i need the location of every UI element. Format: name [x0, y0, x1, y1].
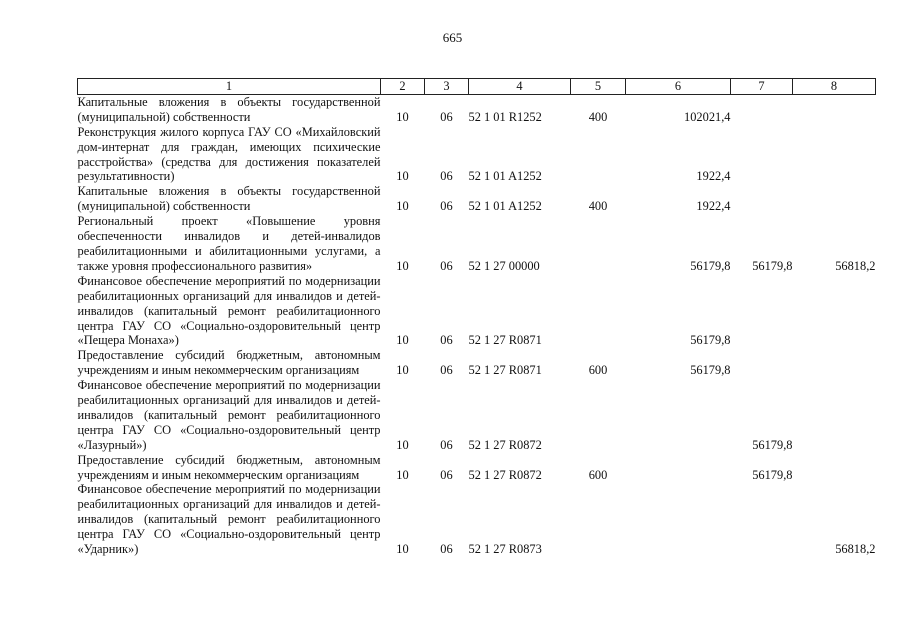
column-header: 4 [469, 79, 571, 95]
row-description: Реконструкция жилого корпуса ГАУ СО «Михайловский дом-интернат для граждан, имеющих психические расстройства» (средства для достижения показателей результативности) [77, 124, 381, 184]
column-header: 6 [626, 79, 731, 95]
column-header: 8 [793, 79, 876, 95]
section-code: 10 [396, 109, 409, 124]
expense-type-code [571, 125, 626, 185]
amount-col6 [626, 482, 731, 557]
row-description: Предоставление субсидий бюджетным, автономным учреждениям и иным некоммерческим организациям [77, 348, 381, 378]
amount-col8 [793, 125, 876, 185]
section-code: 10 [396, 363, 409, 378]
amount-col8 [793, 94, 876, 124]
section-code: 10 [396, 542, 409, 557]
amount-col8 [793, 453, 876, 483]
amount-col6: 56179,8 [690, 363, 731, 378]
page-number: 665 [442, 30, 463, 45]
table-row [78, 453, 876, 483]
amount-col7 [731, 482, 793, 557]
expense-type-code [571, 482, 626, 557]
amount-col8: 56818,2 [835, 542, 876, 557]
amount-col8 [793, 184, 876, 214]
column-header: 2 [381, 79, 425, 95]
target-article-code: 52 1 01 R1252 [468, 109, 542, 124]
amount-col7 [731, 274, 793, 349]
target-article-code: 52 1 27 R0873 [468, 542, 542, 557]
table-row [78, 274, 876, 349]
column-header: 7 [731, 79, 793, 95]
amount-col7: 56179,8 [752, 467, 793, 482]
target-article-code: 52 1 27 R0871 [468, 333, 542, 348]
row-description: Финансовое обеспечение мероприятий по модернизации реабилитационных организаций для инвалидов и детей-инвалидов (капитальный ремонт реабилитационного центра ГАУ СО «Социально-оздоровительный центр «Пещера Монаха») [77, 273, 381, 348]
amount-col8 [793, 348, 876, 378]
amount-col7: 56179,8 [752, 258, 793, 273]
table-row [78, 378, 876, 453]
target-article-code: 52 1 01 A1252 [468, 199, 542, 214]
section-code: 10 [396, 333, 409, 348]
subsection-code: 06 [440, 258, 453, 273]
amount-col7: 56179,8 [752, 437, 793, 452]
section-code: 10 [396, 169, 409, 184]
column-header: 5 [571, 79, 626, 95]
amount-col6 [626, 453, 731, 483]
target-article-code: 52 1 27 R0871 [468, 363, 542, 378]
table-row [78, 348, 876, 378]
row-description: Региональный проект «Повышение уровня обеспеченности инвалидов и детей-инвалидов реабилитационными и абилитационными услугами, а также уровня профессионального развития» [77, 214, 381, 273]
table-row [78, 94, 876, 124]
target-article-code: 52 1 01 A1252 [468, 169, 542, 184]
row-description: Финансовое обеспечение мероприятий по модернизации реабилитационных организаций для инвалидов и детей-инвалидов (капитальный ремонт реабилитационного центра ГАУ СО «Социально-оздоровительный центр «Ударник») [77, 482, 381, 557]
subsection-code: 06 [440, 199, 453, 214]
row-description: Капитальные вложения в объекты государственной (муниципальной) собственности [77, 184, 381, 214]
target-article-code: 52 1 27 00000 [468, 258, 540, 273]
section-code: 10 [396, 437, 409, 452]
amount-col6: 1922,4 [696, 199, 731, 214]
budget-table [77, 78, 876, 557]
row-description: Капитальные вложения в объекты государственной (муниципальной) собственности [77, 94, 381, 124]
amount-col7 [731, 94, 793, 124]
subsection-code: 06 [440, 542, 453, 557]
row-description: Предоставление субсидий бюджетным, автономным учреждениям и иным некоммерческим организациям [77, 452, 381, 482]
subsection-code: 06 [440, 109, 453, 124]
expense-type-code: 600 [588, 363, 608, 378]
amount-col8: 56818,2 [835, 258, 876, 273]
table-row [78, 184, 876, 214]
amount-col7 [731, 184, 793, 214]
table-row [78, 482, 876, 557]
section-code: 10 [396, 258, 409, 273]
target-article-code: 52 1 27 R0872 [468, 467, 542, 482]
section-code: 10 [396, 199, 409, 214]
row-description: Финансовое обеспечение мероприятий по модернизации реабилитационных организаций для инвалидов и детей-инвалидов (капитальный ремонт реабилитационного центра ГАУ СО «Социально-оздоровительный центр «Лазурный») [77, 378, 381, 452]
subsection-code: 06 [440, 467, 453, 482]
amount-col8 [793, 274, 876, 349]
amount-col6 [626, 378, 731, 453]
column-header: 1 [78, 79, 381, 95]
amount-col6: 102021,4 [684, 109, 731, 124]
expense-type-code [571, 378, 626, 453]
expense-type-code [571, 214, 626, 274]
subsection-code: 06 [440, 437, 453, 452]
amount-col6: 56179,8 [690, 258, 731, 273]
column-header: 3 [425, 79, 469, 95]
subsection-code: 06 [440, 169, 453, 184]
expense-type-code [571, 274, 626, 349]
amount-col7 [731, 125, 793, 185]
subsection-code: 06 [440, 333, 453, 348]
table-row [78, 214, 876, 274]
table-row [78, 125, 876, 185]
subsection-code: 06 [440, 363, 453, 378]
amount-col6: 1922,4 [696, 169, 731, 184]
expense-type-code: 400 [588, 109, 608, 124]
expense-type-code: 400 [588, 199, 608, 214]
section-code: 10 [396, 467, 409, 482]
header-row [78, 79, 876, 95]
amount-col6: 56179,8 [690, 333, 731, 348]
expense-type-code: 600 [588, 467, 608, 482]
amount-col8 [793, 378, 876, 453]
target-article-code: 52 1 27 R0872 [468, 437, 542, 452]
amount-col7 [731, 348, 793, 378]
